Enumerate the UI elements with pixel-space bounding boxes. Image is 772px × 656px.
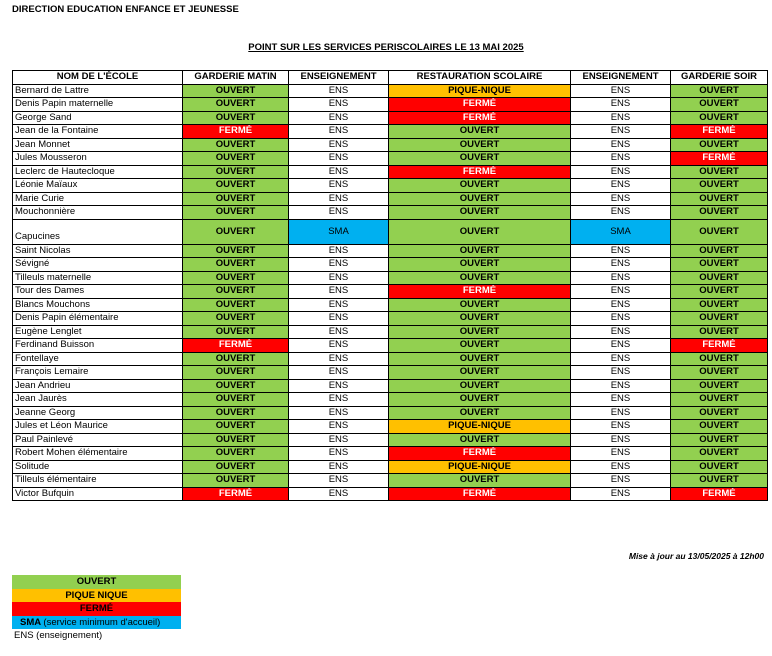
garderie-matin-status: OUVERT [183,84,289,98]
restauration-status: OUVERT [389,138,571,152]
restauration-status: OUVERT [389,352,571,366]
enseignement-status: ENS [289,258,389,272]
garderie-matin-status: OUVERT [183,111,289,125]
table-row [13,179,768,193]
restauration-status: OUVERT [389,406,571,420]
garderie-soir-status: OUVERT [671,206,768,220]
table-row-merged [13,219,768,244]
restauration-status: PIQUE-NIQUE [389,420,571,434]
enseignement-status: ENS [289,474,389,488]
legend-ens: ENS (enseignement) [14,630,103,641]
enseignement-status: ENS [571,244,671,258]
table-row [13,98,768,112]
enseignement-status: ENS [289,84,389,98]
garderie-soir-status: OUVERT [671,447,768,461]
garderie-matin-status: OUVERT [183,325,289,339]
school-name: Victor Bufquin [13,487,183,501]
garderie-matin-status: FERMÉ [183,125,289,139]
garderie-soir-status: OUVERT [671,420,768,434]
garderie-matin-status: OUVERT [183,219,289,244]
enseignement-status: ENS [571,339,671,353]
school-name: Jules et Léon Maurice [13,420,183,434]
enseignement-status: ENS [289,244,389,258]
enseignement-status: ENS [571,111,671,125]
enseignement-status: ENS [289,406,389,420]
enseignement-status: ENS [571,298,671,312]
services-table [12,70,768,501]
table-row [13,366,768,380]
school-name: Fontellaye [13,352,183,366]
enseignement-status: ENS [289,366,389,380]
restauration-status: OUVERT [389,192,571,206]
enseignement-status: ENS [571,179,671,193]
enseignement-status: ENS [289,312,389,326]
garderie-soir-status: OUVERT [671,433,768,447]
legend-sma-label: SMA [20,616,41,628]
column-header-enseignement-2: ENSEIGNEMENT [571,71,671,85]
legend-ferme: FERMÉ [12,602,181,616]
school-name: Denis Papin maternelle [13,98,183,112]
garderie-soir-status: OUVERT [671,406,768,420]
school-name: Tilleuls élémentaire [13,474,183,488]
garderie-soir-status: OUVERT [671,298,768,312]
enseignement-status: ENS [289,487,389,501]
enseignement-status: ENS [571,84,671,98]
restauration-status: FERMÉ [389,165,571,179]
table-row [13,125,768,139]
enseignement-status: ENS [571,312,671,326]
column-header-restauration: RESTAURATION SCOLAIRE [389,71,571,85]
table-row [13,206,768,220]
restauration-status: FERMÉ [389,487,571,501]
enseignement-status: ENS [289,271,389,285]
restauration-status: OUVERT [389,325,571,339]
school-name: Mouchonnière [13,206,183,220]
enseignement-status: ENS [571,420,671,434]
enseignement-status: ENS [289,285,389,299]
enseignement-status: ENS [289,111,389,125]
enseignement-status: ENS [289,420,389,434]
table-row [13,460,768,474]
restauration-status: FERMÉ [389,98,571,112]
garderie-soir-status: OUVERT [671,393,768,407]
table-row [13,312,768,326]
restauration-status: OUVERT [389,206,571,220]
enseignement-status: ENS [571,379,671,393]
table-row [13,84,768,98]
organization-title: DIRECTION EDUCATION ENFANCE ET JEUNESSE [12,4,239,15]
restauration-status: OUVERT [389,474,571,488]
garderie-matin-status: OUVERT [183,379,289,393]
garderie-matin-status: OUVERT [183,271,289,285]
restauration-status: OUVERT [389,219,571,244]
table-row [13,192,768,206]
school-name: Léonie Maïaux [13,179,183,193]
table-row [13,339,768,353]
enseignement-status: ENS [571,487,671,501]
column-header-garderie-matin: GARDERIE MATIN [183,71,289,85]
school-name: Ferdinand Buisson [13,339,183,353]
enseignement-status: ENS [289,138,389,152]
school-name: Solitude [13,460,183,474]
table-row [13,379,768,393]
enseignement-status: ENS [571,325,671,339]
enseignement-status: ENS [289,192,389,206]
table-row [13,352,768,366]
table-row [13,487,768,501]
enseignement-status: ENS [571,393,671,407]
garderie-matin-status: OUVERT [183,420,289,434]
table-row [13,271,768,285]
restauration-status: OUVERT [389,393,571,407]
school-name: Jules Mousseron [13,152,183,166]
enseignement-status: ENS [571,474,671,488]
garderie-matin-status: OUVERT [183,165,289,179]
legend-sma-description: (service minimum d'accueil) [43,616,161,628]
garderie-soir-status: OUVERT [671,474,768,488]
table-row [13,474,768,488]
garderie-soir-status: FERMÉ [671,487,768,501]
table-row [13,165,768,179]
enseignement-status: ENS [289,298,389,312]
enseignement-status: ENS [571,206,671,220]
enseignement-status: ENS [571,460,671,474]
garderie-matin-status: OUVERT [183,474,289,488]
school-name: Saint Nicolas [13,244,183,258]
garderie-matin-status: OUVERT [183,393,289,407]
school-name: Tour des Dames [13,285,183,299]
garderie-soir-status: OUVERT [671,366,768,380]
garderie-matin-status: OUVERT [183,179,289,193]
enseignement-status: ENS [289,152,389,166]
enseignement-status: ENS [571,165,671,179]
enseignement-status: ENS [289,447,389,461]
enseignement-status: ENS [289,352,389,366]
enseignement-status: ENS [571,192,671,206]
table-body-top [13,84,768,219]
update-note: Mise à jour au 13/05/2025 à 12h00 [628,551,764,561]
garderie-matin-status: FERMÉ [183,339,289,353]
enseignement-status: ENS [571,125,671,139]
school-name: Sévigné [13,258,183,272]
garderie-soir-status: FERMÉ [671,152,768,166]
enseignement-status: ENS [571,98,671,112]
garderie-matin-status: FERMÉ [183,487,289,501]
table-row [13,111,768,125]
garderie-soir-status: OUVERT [671,84,768,98]
school-name: Jean Monnet [13,138,183,152]
enseignement-status: ENS [289,339,389,353]
garderie-soir-status: OUVERT [671,325,768,339]
school-name: Jean Andrieu [13,379,183,393]
legend-pique-nique: PIQUE NIQUE [12,589,181,603]
school-name-cell [13,219,183,244]
enseignement-status: ENS [289,206,389,220]
garderie-matin-status: OUVERT [183,244,289,258]
enseignement-status: ENS [571,152,671,166]
garderie-soir-status: OUVERT [671,219,768,244]
table-row [13,325,768,339]
legend-ouvert: OUVERT [12,575,181,589]
garderie-soir-status: OUVERT [671,352,768,366]
page-title: POINT SUR LES SERVICES PERISCOLAIRES LE 13 MAI 2025 [248,42,524,53]
garderie-soir-status: OUVERT [671,271,768,285]
garderie-matin-status: OUVERT [183,406,289,420]
enseignement-status: ENS [571,352,671,366]
garderie-matin-status: OUVERT [183,366,289,380]
school-name: Tilleuls maternelle [13,271,183,285]
table-row [13,406,768,420]
enseignement-status: ENS [289,393,389,407]
table-row [13,433,768,447]
restauration-status: OUVERT [389,339,571,353]
restauration-status: OUVERT [389,271,571,285]
garderie-soir-status: OUVERT [671,285,768,299]
enseignement-status: ENS [289,460,389,474]
table-row [13,447,768,461]
school-name: Jean de la Fontaine [13,125,183,139]
school-name: Denis Papin élémentaire [13,312,183,326]
enseignement-status: ENS [571,285,671,299]
garderie-soir-status: OUVERT [671,460,768,474]
table-row [13,420,768,434]
garderie-soir-status: OUVERT [671,379,768,393]
enseignement-status: ENS [571,447,671,461]
table-row [13,285,768,299]
enseignement-status: ENS [571,406,671,420]
legend-sma [12,616,181,630]
table-body-merged [13,219,768,244]
garderie-matin-status: OUVERT [183,152,289,166]
garderie-soir-status: OUVERT [671,179,768,193]
school-name: Jean Jaurès [13,393,183,407]
column-header-enseignement-1: ENSEIGNEMENT [289,71,389,85]
table-row [13,393,768,407]
restauration-status: PIQUE-NIQUE [389,460,571,474]
restauration-status: OUVERT [389,379,571,393]
restauration-status: OUVERT [389,244,571,258]
table-row [13,244,768,258]
garderie-matin-status: OUVERT [183,447,289,461]
restauration-status: OUVERT [389,433,571,447]
school-name: Eugène Lenglet [13,325,183,339]
garderie-matin-status: OUVERT [183,312,289,326]
garderie-soir-status: OUVERT [671,192,768,206]
table-row [13,152,768,166]
restauration-status: FERMÉ [389,447,571,461]
enseignement-status: ENS [289,325,389,339]
garderie-matin-status: OUVERT [183,285,289,299]
restauration-status: OUVERT [389,298,571,312]
enseignement-status: ENS [289,165,389,179]
restauration-status: OUVERT [389,179,571,193]
enseignement-status: SMA [571,219,671,244]
garderie-matin-status: OUVERT [183,298,289,312]
school-name: François Lemaire [13,366,183,380]
table-row [13,298,768,312]
enseignement-status: ENS [571,258,671,272]
enseignement-status: ENS [571,433,671,447]
school-name: Capucines [15,230,60,242]
garderie-matin-status: OUVERT [183,206,289,220]
restauration-status: OUVERT [389,152,571,166]
garderie-soir-status: OUVERT [671,138,768,152]
school-name: Jeanne Georg [13,406,183,420]
school-name: George Sand [13,111,183,125]
enseignement-status: ENS [571,138,671,152]
restauration-status: FERMÉ [389,111,571,125]
enseignement-status: ENS [289,125,389,139]
garderie-soir-status: OUVERT [671,98,768,112]
enseignement-status: ENS [289,98,389,112]
enseignement-status: ENS [289,179,389,193]
enseignement-status: ENS [289,433,389,447]
garderie-soir-status: OUVERT [671,258,768,272]
garderie-soir-status: OUVERT [671,312,768,326]
restauration-status: OUVERT [389,366,571,380]
garderie-matin-status: OUVERT [183,258,289,272]
legend [12,575,181,643]
restauration-status: OUVERT [389,125,571,139]
garderie-soir-status: FERMÉ [671,125,768,139]
garderie-matin-status: OUVERT [183,460,289,474]
school-name: Leclerc de Hautecloque [13,165,183,179]
enseignement-status: SMA [289,219,389,244]
table-row [13,258,768,272]
enseignement-status: ENS [571,366,671,380]
restauration-status: OUVERT [389,312,571,326]
garderie-matin-status: OUVERT [183,98,289,112]
enseignement-status: ENS [289,379,389,393]
column-header-garderie-soir: GARDERIE SOIR [671,71,768,85]
table-row [13,138,768,152]
garderie-matin-status: OUVERT [183,138,289,152]
school-name: Robert Mohen élémentaire [13,447,183,461]
garderie-soir-status: OUVERT [671,165,768,179]
restauration-status: PIQUE-NIQUE [389,84,571,98]
garderie-matin-status: OUVERT [183,433,289,447]
school-name: Bernard de Lattre [13,84,183,98]
school-name: Blancs Mouchons [13,298,183,312]
school-name: Marie Curie [13,192,183,206]
garderie-soir-status: OUVERT [671,244,768,258]
garderie-matin-status: OUVERT [183,192,289,206]
garderie-soir-status: FERMÉ [671,339,768,353]
column-header-school: NOM DE L'ÉCOLE [13,71,183,85]
restauration-status: OUVERT [389,258,571,272]
enseignement-status: ENS [571,271,671,285]
restauration-status: FERMÉ [389,285,571,299]
garderie-matin-status: OUVERT [183,352,289,366]
school-name: Paul Painlevé [13,433,183,447]
garderie-soir-status: OUVERT [671,111,768,125]
table-header-row [13,71,768,85]
table-body-bottom [13,244,768,501]
